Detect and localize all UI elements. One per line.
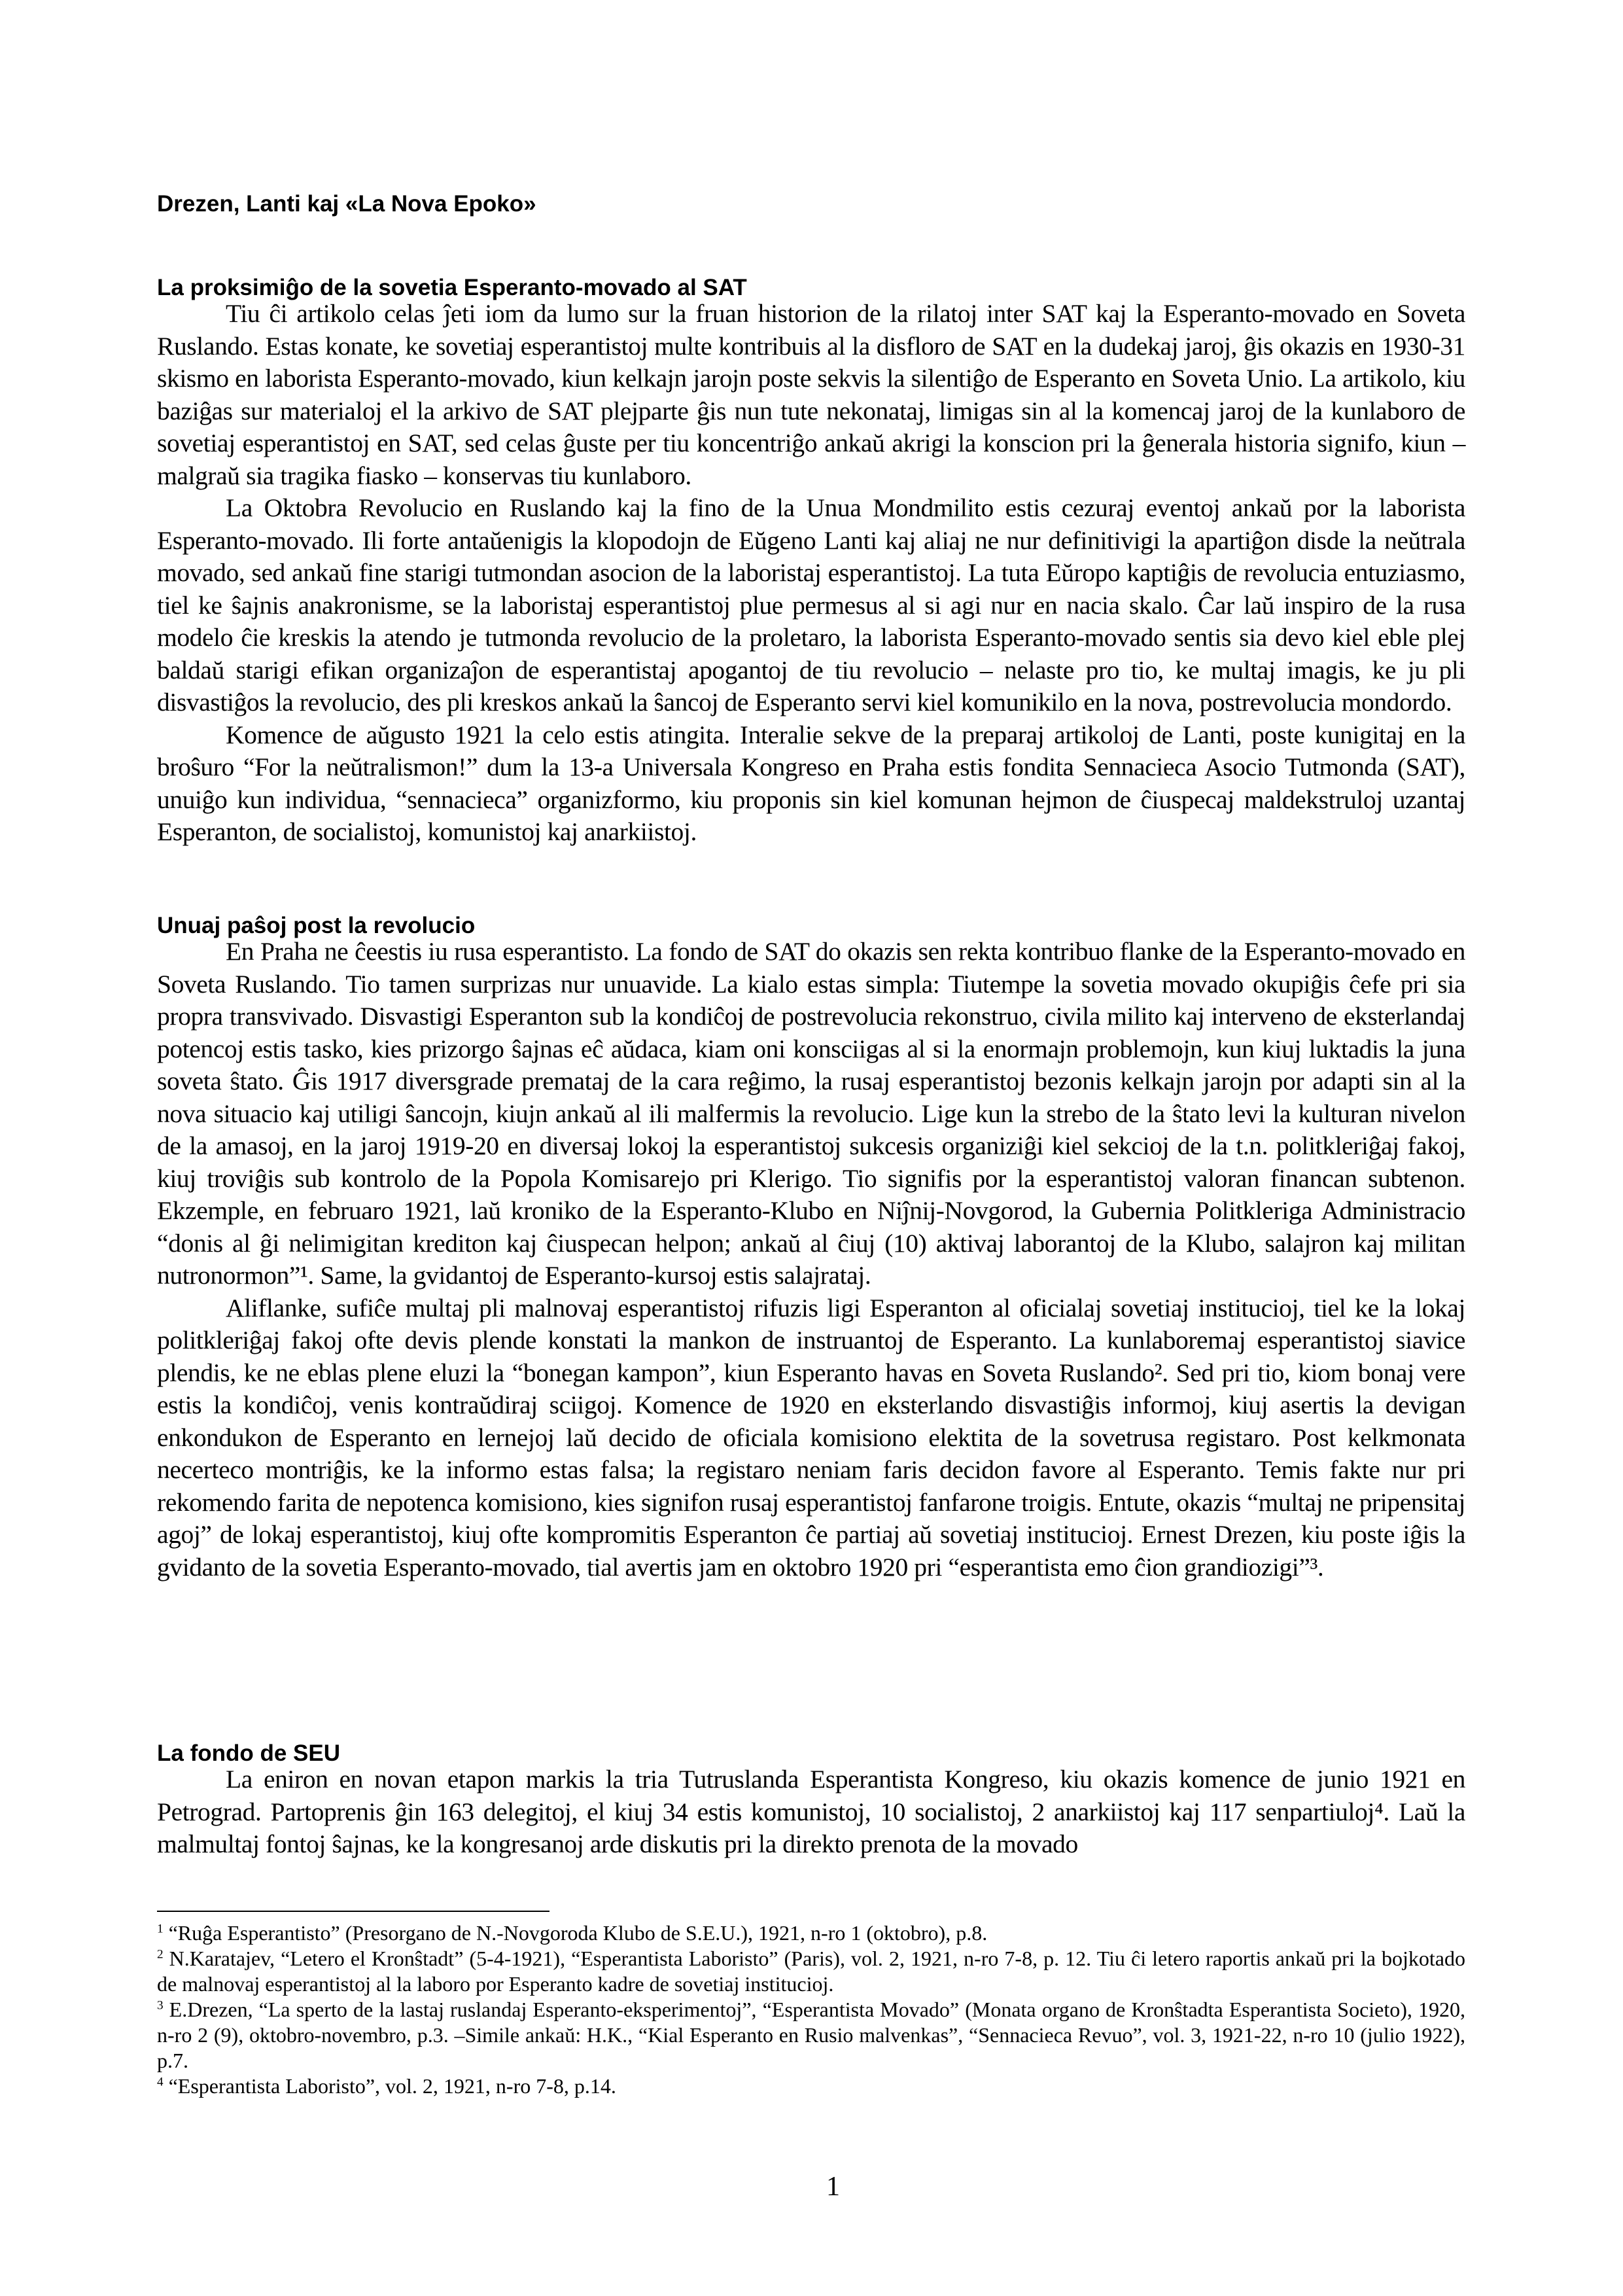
paragraph: En Praha ne ĉeestis iu rusa esperantisto. La fondo de SAT do okazis sen rekta kontribuo flanke de la Esperanto-movado en Soveta Ruslando. Tio tamen surprizas nur unuavide. La kialo estas simpla: Tiutempe la sovetia movado okupiĝis ĉefe pri sia propra transvivado. Disvastigi Esperanton sub la kondiĉoj de postrevolucia rekonstruo, civila milito kaj interveno de eksterlandaj potencoj estis tasko, kies prizorgo ŝajnas eĉ aŭdaca, kiam oni konsciigas al si la enormajn problemojn, kun kiuj luktadis la juna soveta ŝtato. Ĝis 1917 diversgrade premataj de la cara reĝimo, la rusaj esperantistoj bezonis kelkajn jarojn por adapti sin al la nova situacio kaj utiligi ŝancojn, kiujn ankaŭ al ili malfermis la revolucio. Lige kun la strebo de la ŝtato levi la kulturan nivelon de la amasoj, en la jaroj 1919-20 en diversaj lokoj la esperantistoj sukcesis organiziĝi kiel sekcioj de la t.n. politkleriĝaj fakoj, kiuj troviĝis sub kontrolo de la Popola Komisarejo pri Klerigo. Tio signifis por la esperantistoj valoran financan subtenon. Ekzemple, en februaro 1921, laŭ kroniko de la Esperanto-Klubo en Niĵnij-Novgorod, la Gubernia Politkleriga Administracio “donis al ĝi nelimigitan krediton kaj ĉiuspecan helpon; ankaŭ al ĉiuj (10) aktivaj laborantoj de la Klubo, salajron kaj militan nutronormon”¹. Same, la gvidantoj de Esperanto-kursoj estis salajrataj.: [157, 937, 1465, 1290]
section-body-3: [157, 1763, 1465, 1861]
paragraph: La eniron en novan etapon markis la tria Tutruslanda Esperantista Kongreso, kiu okazis komence de junio 1921 en Petrograd. Partoprenis ĝin 163 delegitoj, el kiuj 34 estis komunistoj, 10 socialistoj, 2 anarkiistoj kaj 117 senpartiuloj⁴. Laŭ la malmultaj fontoj ŝajnas, ke la kongresanoj arde diskutis pri la direkto prenota de la movado: [157, 1765, 1465, 1858]
section-heading-3: La fondo de SEU: [157, 1740, 340, 1766]
footnote-separator: [157, 1911, 550, 1912]
section-heading-1: La proksimiĝo de la sovetia Esperanto-movado al SAT: [157, 275, 747, 300]
paragraph: Aliflanke, sufiĉe multaj pli malnovaj esperantistoj rifuzis ligi Esperanton al oficialaj sovetiaj institucioj, tiel ke la lokaj politkleriĝaj fakoj ofte devis plende konstati la mankon de instruantoj de Esperanto. La kunlaboremaj esperantistoj siavice plendis, ke ne eblas plene eluzi la “bonegan kampon”, kiun Esperanto havas en Soveta Ruslando². Sed pri tio, kiom bonaj vere estis la kondiĉoj, venis kontraŭdiraj sciigoj. Komence de 1920 en eksterlando disvastiĝis informoj, kiuj asertis la devigan enkondukon de Esperanto en lernejoj laŭ decido de oficiala komisiono elektita de la sovetrusa registaro. Post kelkmonata necerteco montriĝis, ke la informo estas falsa; la registaro neniam faris decidon favore al Esperanto. Temis fakte nur pri rekomendo farita de nepotenca komisiono, kies signifon rusaj esperantistoj fanfarone troigis. Entute, okazis “multaj ne pripensitaj agoj” de lokaj esperantistoj, kiuj ofte kompromitis Esperanton ĉe partiaj aŭ sovetiaj institucioj. Ernest Drezen, kiu poste iĝis la gvidanto de la sovetia Esperanto-movado, tial avertis jam en oktobro 1920 pri “esperantista emo ĉion grandiozigi”³.: [157, 1293, 1465, 1581]
section-body-1: [157, 298, 1465, 849]
footnote: $^3$ E.Drezen, “La sperto de la lastaj ruslandaj Esperanto-eksperimentoj”, “Esperantista Movado” (Monata organo de Kronŝtadta Esperantista Societo), 1920, n-ro 2 (9), oktobro-novembro, p.3. –Simile ankaŭ: H.K., “Kial Esperanto en Rusio malvenkas”, “Sennacieca Revuo”, vol. 3, 1921-22, n-ro 10 (julio 1922), p.7.: [157, 1998, 1465, 2072]
footnote: $^1$ “Ruĝa Esperantisto” (Presorgano de N.-Novgoroda Klubo de S.E.U.), 1921, n-ro 1 (oktobro), p.8.: [157, 1921, 988, 1945]
footnote: $^4$ “Esperantista Laboristo”, vol. 2, 1921, n-ro 7-8, p.14.: [157, 2074, 616, 2098]
footnotes: [157, 1920, 1465, 2099]
section-heading-2: Unuaj paŝoj post la revolucio: [157, 913, 476, 938]
page-number: 1: [826, 2172, 840, 2202]
section-body-2: [157, 936, 1465, 1583]
paragraph: La Oktobra Revolucio en Ruslando kaj la fino de la Unua Mondmilito estis cezuraj eventoj ankaŭ por la laborista Esperanto-movado. Ili forte antaŭenigis la klopodojn de Eŭgeno Lanti kaj aliaj ne nur definitivigi la apartiĝon disde la neŭtrala movado, sed ankaŭ fine starigi tutmondan asocion de la laboristaj esperantistoj. La tuta Eŭropo kaptiĝis de revolucia entuziasmo, tiel ke ŝajnis anakronisme, se la laboristaj esperantistoj plue permesus al si agi nur en nacia skalo. Ĉar laŭ inspiro de la rusa modelo ĉie kreskis la atendo je tutmonda revolucio de la proletaro, la laborista Esperanto-movado sentis sia devo kiel eble plej baldaŭ starigi efikan organizaĵon de esperantistaj apogantoj de tiu revolucio – nelaste pro tio, ke multaj imagis, ke ju pli disvastiĝos la revolucio, des pli kreskos ankaŭ la ŝancoj de Esperanto servi kiel komunikilo en la nova, postrevolucia mondordo.: [157, 493, 1465, 716]
document-title: Drezen, Lanti kaj «La Nova Epoko»: [157, 191, 536, 217]
paragraph: Komence de aŭgusto 1921 la celo estis atingita. Interalie sekve de la preparaj artikoloj de Lanti, poste kunigitaj en la broŝuro “For la neŭtralismon!” dum la 13-a Universala Kongreso en Praha estis fondita Sennacieca Asocio Tutmonda (SAT), unuiĝo kun individua, “sennacieca” organizformo, kiu proponis sin kiel komunan hejmon de ĉiuspecaj maldekstruloj uzantaj Esperanton, de socialistoj, komunistoj kaj anarkiistoj.: [157, 720, 1465, 846]
footnote: $^2$ N.Karatajev, “Letero el Kronŝtadt” (5-4-1921), “Esperantista Laboristo” (Paris), vol. 2, 1921, n-ro 7-8, p. 12. Tiu ĉi letero raportis ankaŭ pri la bojkotado de malnovaj esperantistoj al la laboro por Esperanto kadre de sovetiaj institucioj.: [157, 1947, 1466, 1996]
paragraph: Tiu ĉi artikolo celas ĵeti iom da lumo sur la fruan historion de la rilatoj inter SAT kaj la Esperanto-movado en Soveta Ruslando. Estas konate, ke sovetiaj esperantistoj multe kontribuis al la disfloro de SAT en la dudekaj jaroj, ĝis okazis en 1930-31 skismo en laborista Esperanto-movado, kiun kelkajn jarojn poste sekvis la silentiĝo de Esperanto en Soveta Unio. La artikolo, kiu baziĝas sur materialoj el la arkivo de SAT plejparte ĝis nun tute nekonataj, limigas sin al la komencaj jaroj de la kunlaboro de sovetiaj esperantistoj en SAT, sed celas ĝuste per tiu koncentriĝo ankaŭ akrigi la konscion pri la ĝenerala historia signifo, kiun – malgraŭ sia tragika fiasko – konservas tiu kunlaboro.: [157, 299, 1465, 490]
